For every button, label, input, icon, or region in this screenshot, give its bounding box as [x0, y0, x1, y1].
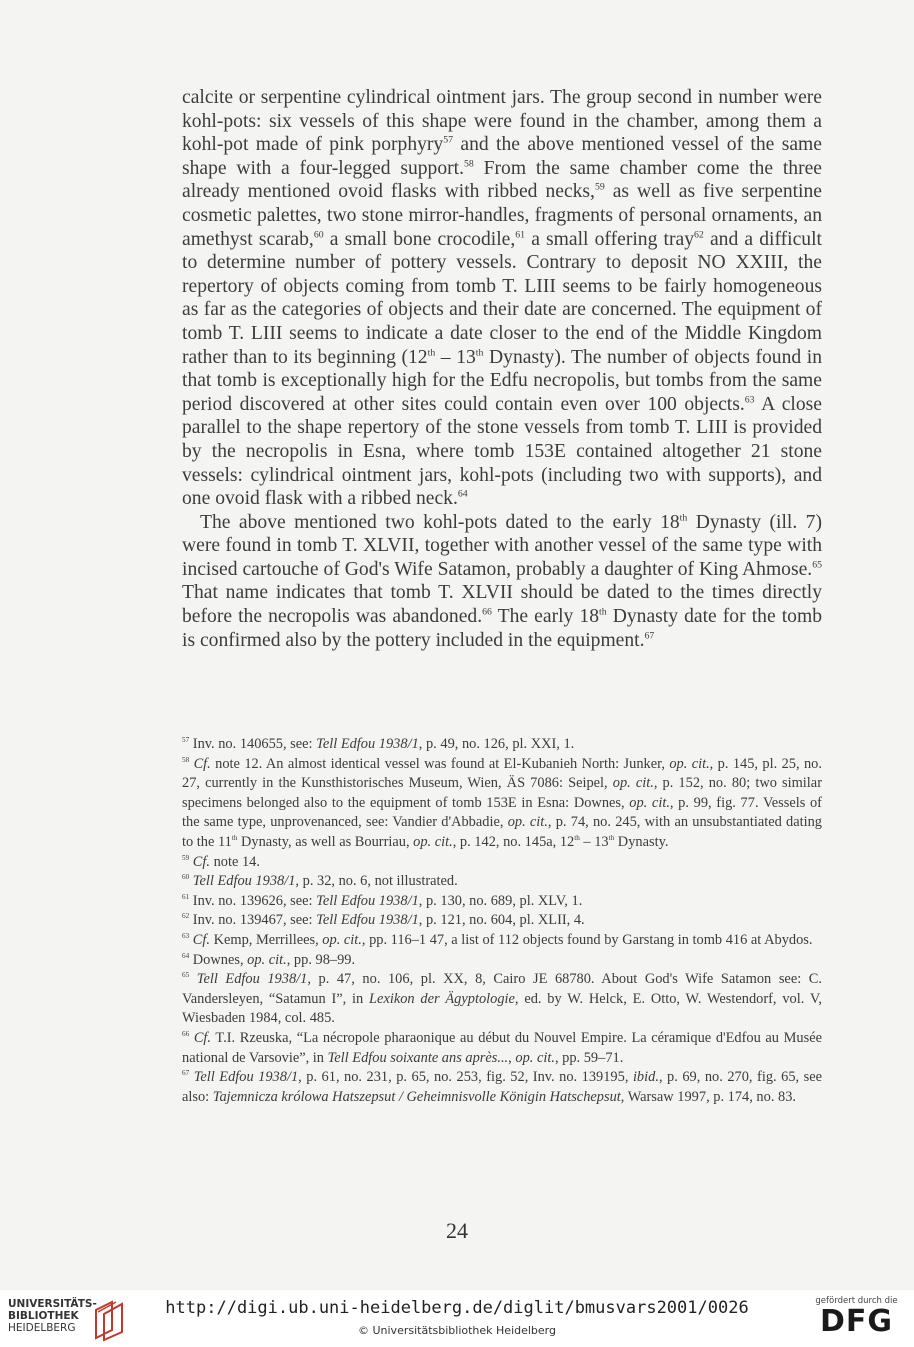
text-run: , p. 142, no. 145a, 12	[452, 833, 575, 850]
text-run: , pp. 59–71.	[554, 1049, 624, 1066]
text-run: a small bone crocodile,	[323, 228, 516, 250]
main-text	[182, 86, 822, 652]
text-run: a small offering tray	[525, 228, 694, 250]
note-ref: 62	[182, 912, 190, 921]
copyright-text: © Universitätsbibliothek Heidelberg	[357, 1324, 556, 1337]
italic-text: Lexikon der Ägyptologie	[369, 990, 515, 1007]
footnote-66	[182, 1029, 822, 1068]
italic-text: op. cit.	[629, 794, 670, 811]
text-run: Kemp, Merrillees,	[210, 931, 323, 948]
italic-text: Tajemnicza królowa Hatszepsut / Geheimnisvolle Königin Hatschepsut	[212, 1088, 621, 1105]
text-run: That name indicates that tomb T. XLVII should be dated to the times directly before the necropolis was abandoned.	[182, 582, 822, 628]
text-run: as well as five serpentine cosmetic palettes, two stone mirror-handles, fragments of personal ornaments, an amethyst scarab,	[182, 181, 822, 250]
library-name-line1: UNIVERSITÄTS-	[8, 1298, 97, 1310]
dfg-wordmark: DFG	[819, 1304, 894, 1339]
italic-text: Tell Edfou 1938/1	[316, 736, 419, 752]
footnote-62	[182, 911, 822, 931]
note-ref: 60	[182, 873, 190, 882]
italic-text: op. cit.	[413, 833, 453, 850]
note-ref: 66	[182, 1030, 190, 1039]
text-run: , Warsaw 1997, p. 174, no. 83.	[620, 1088, 797, 1105]
footnote-60	[182, 872, 822, 892]
text-run: – 13	[579, 833, 609, 850]
note-ref: 65	[812, 559, 822, 571]
text-run: , p. 152, no. 80; two similar specimens belonged also to the equipment of tomb 153E in Esna: Downes,	[182, 775, 822, 811]
library-name-line2: BIBLIOTHEK	[8, 1310, 79, 1322]
note-ref: 63	[744, 394, 755, 406]
italic-text: Tell Edfou 1938/1	[196, 971, 308, 988]
italic-text: Tell Edfou 1938/1	[316, 912, 419, 929]
footnote-65	[182, 970, 822, 1029]
text-run: From the same chamber come the three already mentioned ovoid flasks with ribbed necks,	[182, 157, 823, 203]
footnote-58	[182, 755, 822, 853]
page-number: 24	[446, 1218, 468, 1243]
text-run: , pp. 98–99.	[286, 951, 356, 968]
text-run: , pp. 116–1 47, a list of 112 objects found by Garstang in tomb 416 at Abydos.	[361, 931, 813, 948]
note-ref: 58	[182, 755, 190, 764]
note-ref: 59	[594, 181, 605, 193]
text-run: , p. 145, pl. 25, no. 27, currently in the Kunsthistorisches Museum, Wien, ÄS 7086: Seipel,	[182, 755, 822, 792]
note-ref: 63	[182, 932, 190, 941]
text-run: , p. 121, no. 604, pl. XLII, 4.	[418, 912, 585, 929]
text-run: , p. 99, fig. 77. Vessels of the same type, unprovenanced, see: Vandier d'Abbadie,	[182, 794, 822, 831]
text-run: Inv. no. 140655, see:	[189, 736, 317, 752]
footnote-57	[182, 735, 822, 755]
footnote-63	[182, 931, 822, 951]
paragraph-1	[182, 86, 822, 511]
italic-text: op. cit.	[507, 814, 548, 831]
italic-text: op. cit.	[322, 931, 362, 948]
footnote-61	[182, 892, 822, 912]
footnotes	[182, 735, 822, 1107]
text-run: T.I. Rzeuska, “La nécropole pharaonique au début du Nouvel Empire. La céramique d'Edfou au Musée national de Varsovie”, in	[182, 1029, 822, 1066]
text-run: calcite or serpentine cylindrical ointment jars. The group second in number were kohl-pots: six vessels of this shape were found in the chamber, among them a kohl-pot made of pink porphyry	[182, 87, 822, 156]
text-run: , p. 47, no. 106, pl. XX, 8, Cairo JE 68780. About God's Wife Satamon see: C. Vandersleyen, “Satamun I”, in	[182, 971, 822, 1007]
text-run: , p. 32, no. 6, not illustrated.	[295, 873, 458, 890]
text-run: , p. 130, no. 689, pl. XLV, 1.	[418, 892, 583, 909]
text-run: , ed. by W. Helck, E. Otto, W. Westendorf, vol. V, Wiesbaden 1984, col. 485.	[182, 990, 822, 1027]
italic-text: op. cit.	[612, 775, 654, 792]
text-run: , p. 69, no. 270, fig. 65, see also:	[182, 1069, 822, 1105]
italic-text: Cf.	[193, 755, 211, 772]
italic-text: op. cit.	[515, 1049, 555, 1066]
footnote-67	[182, 1068, 822, 1107]
text-run: A close parallel to the shape repertory of the stone vessels from tomb T. LIII is provided by the necropolis in Esna, where tomb 153E contained altogether 21 stone vessels: cylindrical ointment jars, kohl-pots (including two with supports), and one ovoid flask with a ribbed neck.	[182, 393, 822, 510]
text-run: Dynasty date for the tomb is confirmed also by the pottery included in the equipment.	[182, 606, 822, 651]
italic-text: Cf.	[193, 1029, 212, 1046]
note-ref: 67	[644, 630, 655, 642]
note-ref: 66	[482, 606, 492, 618]
text-run: Inv. no. 139626, see:	[189, 892, 317, 909]
note-ref: 64	[457, 488, 468, 500]
note-ref: 61	[182, 892, 190, 901]
footnote-64	[182, 951, 822, 971]
note-ref: th	[599, 606, 607, 618]
text-run: note 12. An almost identical vessel was found at El-Kubanieh North: Junker,	[210, 755, 670, 772]
text-run: , p. 74, no. 245, with an unsubstantiated dating to the 11	[182, 814, 823, 850]
text-run	[189, 971, 197, 987]
sponsor-text: gefördert durch die	[815, 1296, 898, 1306]
text-run: The above mentioned two kohl-pots dated to the early 18	[200, 511, 680, 533]
note-ref: 57	[182, 736, 190, 745]
viewer-footer	[0, 1290, 914, 1347]
note-ref: 59	[182, 853, 190, 862]
text-run: Inv. no. 139467, see:	[189, 912, 317, 929]
italic-text: Tell Edfou 1938/1	[316, 892, 419, 909]
dfg-logo[interactable]	[809, 1296, 904, 1342]
text-run: , p. 61, no. 231, p. 65, no. 253, fig. 52, Inv. no. 139195,	[298, 1069, 633, 1086]
note-ref: 64	[182, 951, 190, 960]
text-run: , p. 49, no. 126, pl. XXI, 1.	[418, 736, 575, 752]
italic-text: ibid.	[632, 1069, 659, 1086]
text-run: ,	[508, 1049, 516, 1066]
note-ref: 65	[182, 971, 190, 980]
text-run: and the above mentioned vessel of the same shape with a four-legged support.	[182, 134, 822, 179]
text-run: Downes,	[189, 951, 248, 968]
paragraph-2	[182, 511, 822, 653]
note-ref: th	[608, 834, 615, 843]
note-ref: 60	[313, 229, 324, 241]
italic-text: Cf.	[192, 931, 210, 948]
note-ref: 61	[515, 229, 526, 241]
text-run: Dynasty, as well as Bourriau,	[237, 833, 414, 850]
italic-text: Tell Edfou 1938/1	[192, 873, 296, 890]
note-ref: th	[427, 347, 436, 358]
italic-text: op. cit.	[247, 951, 287, 968]
note-ref: 57	[443, 134, 454, 146]
note-ref: th	[231, 834, 238, 843]
note-ref: th	[475, 347, 484, 358]
note-ref: 67	[182, 1069, 190, 1078]
italic-text: op. cit.	[669, 755, 710, 772]
text-run: and a difficult to determine number of pottery vessels. Contrary to deposit NO XXIII, the repertory of objects coming from tomb T. LIII seems to be fairly homogeneous as far as the categories of objects and their date are concerned. The equipment of tomb T. LIII seems to indicate a date closer to the end of the Middle Kingdom rather than to its beginning (12	[182, 228, 822, 368]
note-ref: 62	[694, 229, 704, 241]
text-run: Dynasty.	[614, 833, 669, 850]
italic-text: Tell Edfou soixante ans après...	[327, 1049, 509, 1066]
text-run: Dynasty). The number of objects found in that tomb is exceptionally high for the Edfu necropolis, but tombs from the same period discovered at other sites could contain even over 100 objects.	[182, 346, 822, 415]
text-run: – 13	[435, 346, 476, 368]
note-ref: th	[574, 834, 580, 843]
permalink-url[interactable]: http://digi.ub.uni-heidelberg.de/diglit/bmusvars2001/0026	[165, 1298, 749, 1318]
note-ref: 58	[464, 158, 474, 170]
note-ref: th	[679, 512, 688, 524]
library-name-line3: HEIDELBERG	[8, 1322, 76, 1334]
text-run: The early 18	[491, 606, 599, 628]
text-run: note 14.	[210, 853, 260, 870]
footnote-59	[182, 853, 822, 873]
text-run: Dynasty (ill. 7) were found in tomb T. XLVII, together with another vessel of the same type with incised cartouche of God's Wife Satamon, probably a daughter of King Ahmose.	[182, 511, 822, 580]
italic-text: Cf.	[192, 853, 210, 870]
italic-text: Tell Edfou 1938/1	[193, 1069, 299, 1086]
